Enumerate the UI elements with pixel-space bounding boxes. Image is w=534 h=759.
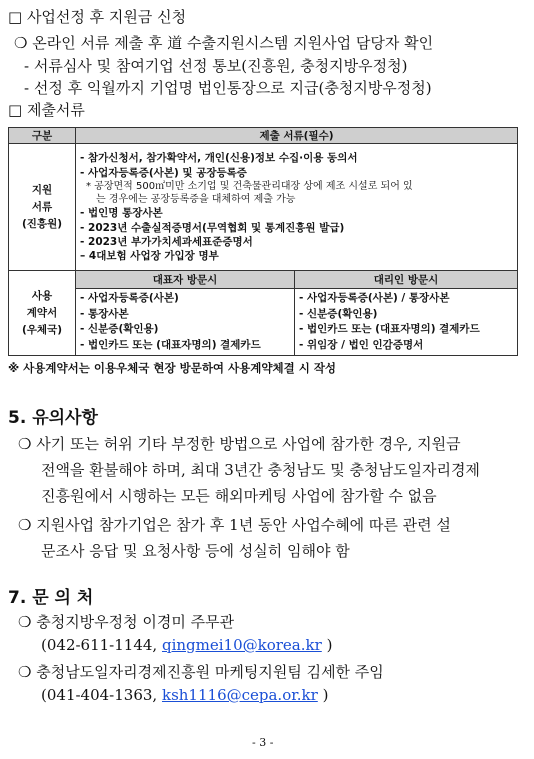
note-line: 는 경우에는 공장등록증을 대체하여 제출 가능 <box>96 194 296 206</box>
contact-1-name: ❍ 충청지방우정청 이경미 주무관 <box>18 613 235 631</box>
list-item: - 위임장 / 법인 인감증명서 <box>299 338 424 351</box>
category-line: 계약서 <box>26 306 58 319</box>
contact-2-name: ❍ 충청남도일자리경제진흥원 마케팅지원팀 김세한 주임 <box>18 663 384 681</box>
table-footnote: ※ 사용계약서는 이용우체국 현장 방문하여 사용계약체결 시 작성 <box>8 361 337 375</box>
contact-2-phone: (041-404-1363, <box>41 686 158 704</box>
list-item: - 사업자등록증(사본) / 통장사본 <box>299 292 450 304</box>
header-category: 구분 <box>9 128 76 144</box>
list-item: - 신분증(확인용) <box>299 307 378 320</box>
contact-2-details <box>41 686 328 704</box>
category-line: (우체국) <box>21 323 63 336</box>
heading-submission-documents: □ 제출서류 <box>8 101 85 119</box>
list-item: – 4대보험 사업장 가입장 명부 <box>80 250 219 263</box>
documents-table <box>8 127 518 356</box>
caution-2-line-1: ❍ 지원사업 참가기업은 참가 후 1년 동안 사업수혜에 따른 관련 설 <box>18 516 451 534</box>
list-item: - 2023년 수출실적증명서(무역협회 및 통계진흥원 발급) <box>80 221 345 234</box>
page-number: - 3 - <box>252 736 274 749</box>
category-line: 사용 <box>31 289 53 302</box>
header-documents: 제출 서류(필수) <box>76 128 518 144</box>
contact-2-close: ) <box>322 686 329 704</box>
list-item: - 신분증(확인용) <box>80 323 159 335</box>
caution-2-line-2: 문조사 응답 및 요청사항 등에 성실히 임해야 함 <box>41 542 350 560</box>
table-row-contract-items <box>9 289 518 356</box>
category-line: 서류 <box>31 200 53 213</box>
support-docs-list <box>76 144 518 271</box>
table-row-support-docs <box>9 144 518 271</box>
note-line: * 공장면적 500㎡미만 소기업 및 건축물관리대장 상에 제조 시설로 되어 있 <box>86 181 413 193</box>
caution-1-line-1: ❍ 사기 또는 허위 기타 부정한 방법으로 사업에 참가한 경우, 지원금 <box>18 435 461 453</box>
contact-1-details <box>41 636 332 654</box>
contact-1-close: ) <box>326 636 333 654</box>
category-line: 지원 <box>31 183 53 196</box>
header-representative: 대표자 방문시 <box>76 271 295 289</box>
list-item: - 법인카드 또는 (대표자명의) 결제카드 <box>80 338 261 351</box>
contact-1-phone: (042-611-1144, <box>41 636 158 654</box>
caution-1-line-3: 진흥원에서 시행하는 모든 해외마케팅 사업에 참가할 수 없음 <box>41 487 437 505</box>
header-agent: 대리인 방문시 <box>295 271 518 289</box>
contact-2-email-link[interactable]: ksh1116@cepa.or.kr <box>161 686 318 704</box>
section-5-title: 5. 유의사항 <box>8 408 98 428</box>
agent-list <box>295 289 518 356</box>
list-item: - 사업자등록증(사본) <box>80 292 179 304</box>
item-document-review: - 서류심사 및 참여기업 선정 통보(진흥원, 충청지방우정청) <box>24 57 408 75</box>
list-item: - 법인카드 또는 (대표자명의) 결제카드 <box>299 323 480 335</box>
section-7-title: 7. 문 의 처 <box>8 588 94 608</box>
item-payment: - 선정 후 익월까지 기업명 법인통장으로 지급(충청지방우정청) <box>24 79 432 97</box>
caution-1-line-2: 전액을 환불해야 하며, 최대 3년간 충청남도 및 충청남도일자리경제 <box>41 461 480 479</box>
list-item: - 통장사본 <box>80 307 129 320</box>
category-support-docs <box>9 144 76 271</box>
list-item: - 2023년 부가가치세과세표준증명서 <box>80 235 253 248</box>
category-contract <box>9 271 76 356</box>
category-line: (진흥원) <box>21 217 63 230</box>
list-item: - 사업자등록증(사본) 및 공장등록증 <box>80 166 247 179</box>
representative-list <box>76 289 295 356</box>
contact-1-email-link[interactable]: qingmei10@korea.kr <box>161 636 322 654</box>
list-item: - 법인명 통장사본 <box>80 207 163 220</box>
table-header-row <box>9 128 518 144</box>
table-row-contract-header <box>9 271 518 289</box>
item-online-submission: ❍ 온라인 서류 제출 후 道 수출지원시스템 지원사업 담당자 확인 <box>14 34 434 52</box>
heading-support-application: □ 사업선정 후 지원금 신청 <box>8 8 187 26</box>
list-item: - 참가신청서, 참가확약서, 개인(신용)정보 수집·이용 동의서 <box>80 152 358 165</box>
